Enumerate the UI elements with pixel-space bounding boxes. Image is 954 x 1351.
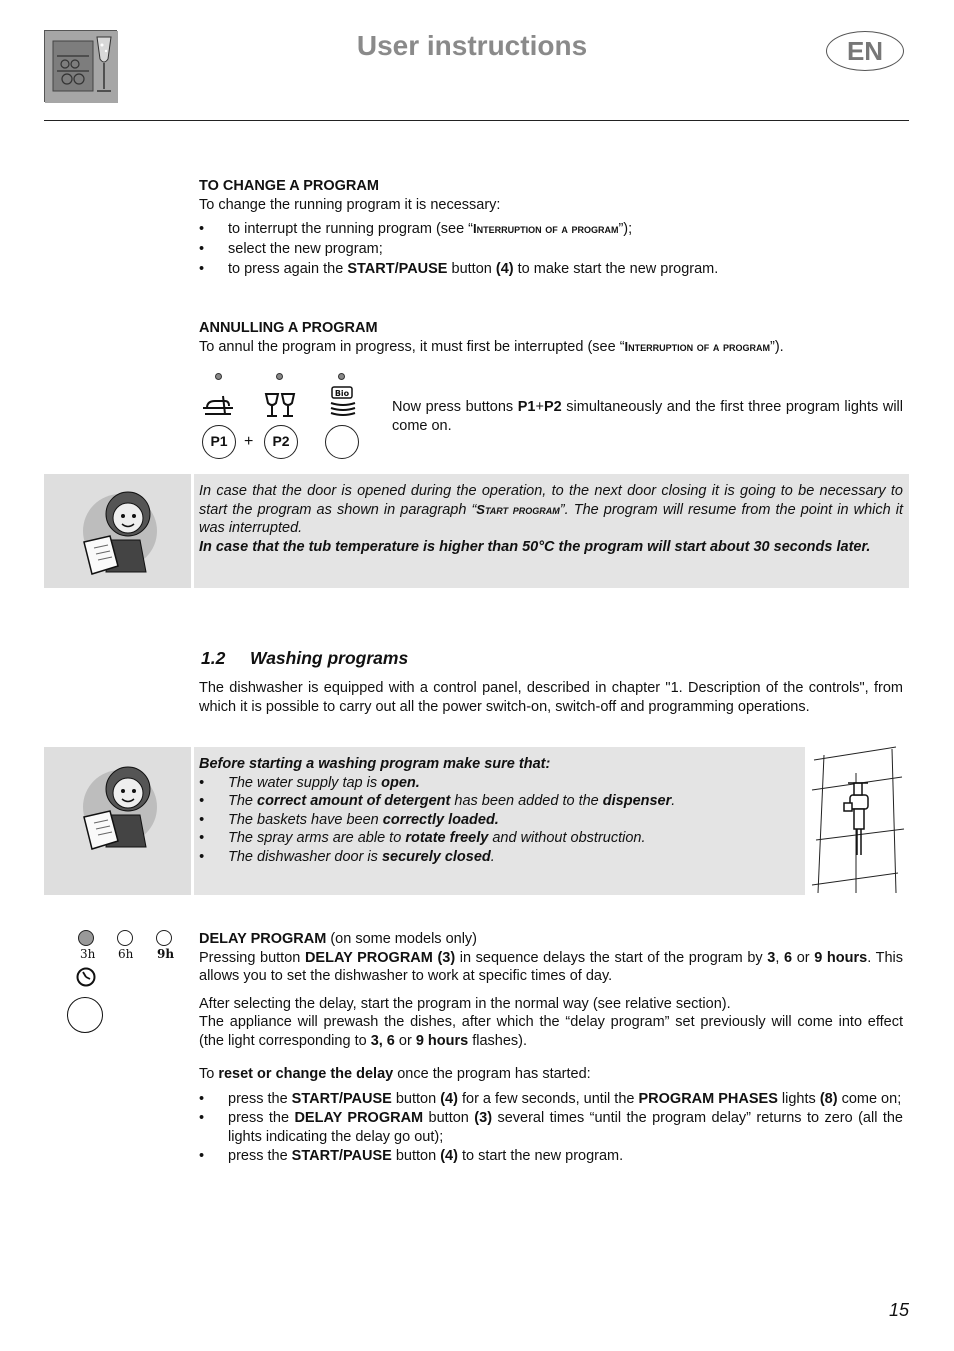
delay-reset-steps (199, 1090, 903, 1166)
change-program-heading: TO CHANGE A PROGRAM (199, 178, 379, 194)
plus-sign: + (244, 433, 254, 450)
section-number: 1.2 (201, 648, 226, 668)
delay-light-6h (117, 930, 133, 946)
program-light-2 (276, 373, 283, 380)
annul-program-section (199, 319, 904, 356)
note-2-heading: Before starting a washing program make sure that: (199, 756, 551, 772)
delay-label-9h: 9h (157, 947, 175, 961)
program-light-1 (215, 373, 222, 380)
delay-paragraph-1: Pressing button DELAY PROGRAM (3) in sequence delays the start of the program by 3, 6 or 9 hours. This allows you to set the dishwasher to work at specific times of day. (199, 949, 903, 984)
bio-label: Bio (334, 389, 350, 398)
note-2-illustration-panel (44, 747, 191, 895)
glasses-icon (263, 391, 297, 423)
change-program-steps (199, 219, 904, 279)
list-item: • The water supply tap is open. (199, 774, 799, 793)
delay-label-6h: 6h (118, 947, 134, 961)
delay-label-3h: 3h (80, 947, 96, 961)
note-1-warning: In case that the tub temperature is higher than 50°C the program will start about 30 seconds later. (199, 538, 871, 555)
p1-button[interactable]: P1 (202, 425, 236, 459)
washing-intro: The dishwasher is equipped with a control panel, described in chapter "1. Description of the controls", from which it is possible to carry out all the power switch-on, switch-off and programming operations. (199, 680, 903, 715)
list-item: • press the START/PAUSE button (4) for a few seconds, until the PROGRAM PHASES lights (8) come on; (199, 1090, 903, 1109)
woman-reading-icon (44, 474, 191, 588)
annul-program-text: To annul the program in progress, it must first be interrupted (see “Interruption of a program”). (199, 338, 784, 355)
page-number: 15 (888, 1300, 909, 1320)
checklist (199, 774, 799, 867)
program-button-3[interactable] (325, 425, 359, 459)
delay-paragraph-3: To reset or change the delay once the program has started: (199, 1066, 591, 1082)
delay-program-section (199, 930, 903, 1166)
note-1-panel (194, 474, 909, 588)
program-light-3 (338, 373, 345, 380)
water-tap-icon (808, 745, 908, 899)
delay-light-3h (78, 930, 94, 946)
list-item: • The dishwasher door is securely closed. (199, 848, 799, 867)
list-item: • The spray arms are able to rotate freely and without obstruction. (199, 829, 799, 848)
delay-heading: DELAY PROGRAM (on some models only) (199, 931, 478, 947)
woman-reading-icon (44, 747, 191, 895)
list-item: • to press again the START/PAUSE button (4) to make start the new program. (199, 259, 904, 279)
change-program-intro: To change the running program it is necessary: (199, 196, 501, 213)
bio-plates-icon (329, 386, 357, 422)
pots-icon (201, 392, 235, 422)
annul-program-heading: ANNULLING A PROGRAM (199, 320, 378, 336)
list-item: • press the START/PAUSE button (4) to start the new program. (199, 1147, 903, 1166)
list-item: • The baskets have been correctly loaded. (199, 811, 799, 830)
note-2-text (199, 755, 799, 866)
note-1-text: In case that the door is opened during the operation, to the next door closing it is going to be necessary to start the program as shown in paragraph “Start program”. The program will resume from the point in which it was interrupted. In case that the tub temperature is higher than 50°C the program will start about 30 seconds later. (199, 483, 903, 555)
page-title: User instructions (356, 30, 588, 61)
delay-light-9h (156, 930, 172, 946)
header-divider (44, 120, 909, 121)
list-item: • The correct amount of detergent has been added to the dispenser. (199, 792, 799, 811)
clock-icon (75, 966, 97, 992)
delay-paragraph-2: After selecting the delay, start the program in the normal way (see relative section). The appliance will prewash the dishes, after which the “delay program” set previously will come into effect (the light corresponding to 3, 6 or 9 hours flashes). (199, 995, 903, 1049)
language-badge: EN (826, 31, 904, 71)
note-1-illustration-panel (44, 474, 191, 588)
note-2-panel (194, 747, 805, 895)
annul-instruction: Now press buttons P1+P2 simultaneously and the first three program lights will come on. (392, 399, 903, 434)
change-program-section (199, 177, 904, 279)
delay-program-button[interactable] (67, 997, 103, 1033)
p2-button[interactable]: P2 (264, 425, 298, 459)
list-item: • press the DELAY PROGRAM button (3) several times “until the program delay” returns to zero (all the lights indicating the delay go out); (199, 1109, 903, 1146)
section-title: Washing programs (250, 648, 409, 668)
list-item: • to interrupt the running program (see “Interruption of a program”); (199, 219, 904, 239)
list-item: • select the new program; (199, 239, 904, 259)
